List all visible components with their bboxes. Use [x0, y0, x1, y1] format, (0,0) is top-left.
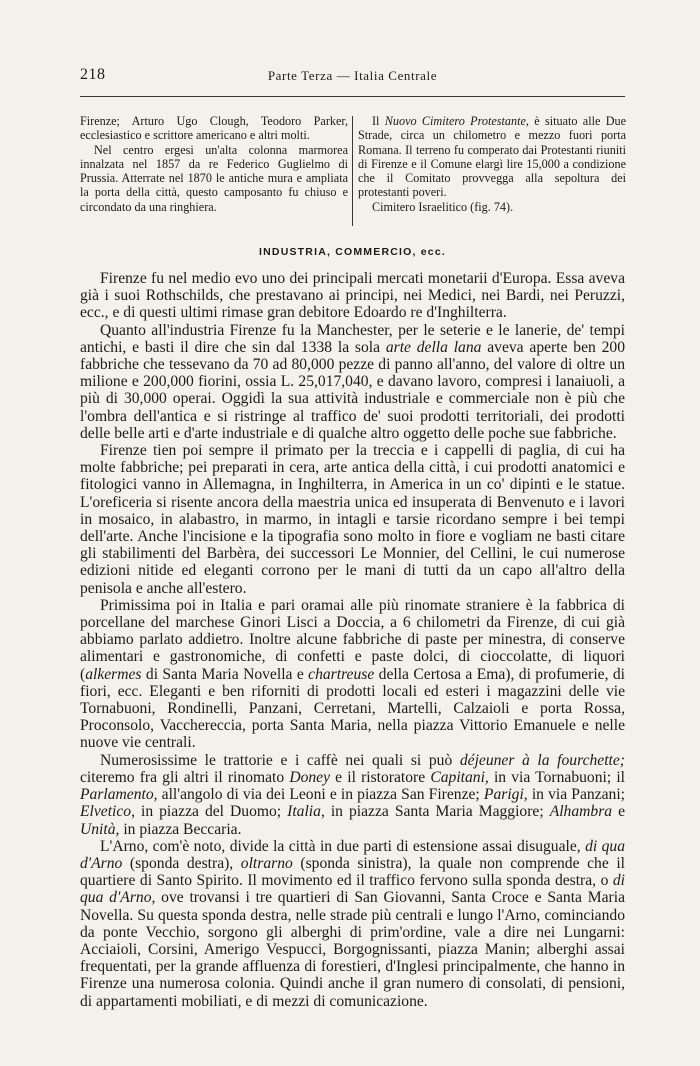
- left-column-paragraph: Firenze; Arturo Ugo Clough, Teodoro Parker, ecclesiastico e scrittore americano e altri molti.: [80, 114, 348, 143]
- body-paragraph: [80, 322, 625, 442]
- left-column-paragraph: Nel centro ergesi un'alta colonna marmorea innalzata nel 1857 da re Federico Guglielmo di Prussia. Atterrate nel 1870 le antiche mura e ampliata la porta della città, questo camposanto fu chiuso e circondato da una ringhiera.: [80, 142, 348, 214]
- body-paragraph: [80, 752, 625, 838]
- text-run: in via Panzani;: [527, 786, 625, 804]
- body-paragraph: [80, 838, 625, 1010]
- italic-term: Elvetico,: [80, 803, 135, 821]
- italic-term: oltrarno: [240, 854, 293, 872]
- header-rule: [80, 96, 625, 97]
- page-number: 218: [80, 66, 106, 83]
- italic-term: alkermes: [85, 665, 142, 683]
- right-column-paragraph: Cimitero Israelitico (fig. 74).: [372, 199, 514, 214]
- text-run: di Santa Maria Novella e: [141, 665, 309, 683]
- running-head: [80, 66, 625, 86]
- text-run: in piazza Beccaria.: [119, 820, 242, 838]
- text-run: L'Arno, com'è noto, divide la città in due parti di estensione assai disuguale,: [100, 837, 586, 855]
- text-run: in piazza Santa Maria Maggiore;: [324, 803, 550, 821]
- text-run: Il: [372, 114, 385, 128]
- text-run: e il ristoratore: [330, 768, 431, 786]
- text-run: aveva aperte ben 200 fabbriche che tessevano da 70 ad 80,000 pezze di panno all'anno, del valore di oltre un milione e 200,000 fiorini, ossia L. 25,017,040, e davano lavoro, compresi i lanaiuoli, a più di 30,000 operai. Oggidì la sua attività industriale e commerciale non è più che l'ombra dell'antica e si ristringe al traffico de' suoi prodotti territoriali, dei prodotti delle belle arti e d'arte industriale e di qualche altro oggetto delle poche sue fabbriche.: [80, 338, 625, 442]
- italic-term: déjeuner à la fourchette;: [459, 751, 625, 769]
- text-run: (sponda sinistra), la quale non comprende che il quartiere di Santo Spirito. Il movimento ed il traffico fervono sulla sponda destra, o: [80, 854, 626, 890]
- italic-term: chartreuse: [308, 665, 375, 683]
- italic-term: Parlamento,: [80, 786, 158, 804]
- body-paragraph: Firenze fu nel medio evo uno dei principali mercati monetarii d'Europa. Essa aveva già i suoi Rothschilds, che prestavano ai principi, nei Medici, nei Bardi, nei Peruzzi, ecc., e di questi ultimi rimase gran debitore Edoardo re d'Inghilterra.: [80, 270, 625, 322]
- italic-term: Unità,: [80, 820, 120, 838]
- right-column: [358, 114, 626, 214]
- text-run: e: [612, 803, 625, 821]
- column-divider: [352, 116, 353, 226]
- text-run: in piazza del Duomo;: [134, 803, 288, 821]
- text-run: ove trovansi i tre quartieri di San Giovanni, Santa Croce e Santa Maria Novella. Su questa sponda destra, nelle strade più centrali e lungo l'Arno, cominciando da ponte Vecchio, sorgono gli alberghi di prim'ordine, vale a dire nei Lungarni: Acciaioli, Corsini, Amerigo Vespucci, Borgognissanti, piazza Manin; alberghi assai frequentati, per la grande affluenza di forestieri, d'Inglesi principalmente, che hanno in Firenze una numerosa colonia. Quindi anche il gran numero di consolati, di pensioni, di appartamenti mobiliati, e di mezzi di comunicazione.: [80, 889, 625, 1010]
- text-run: (sponda destra),: [122, 854, 241, 872]
- left-column: [80, 114, 348, 214]
- text-run: all'angolo di via dei Leoni e in piazza San Firenze;: [157, 786, 484, 804]
- running-head-title: Parte Terza — Italia Centrale: [267, 68, 438, 83]
- body-paragraph: [80, 597, 625, 752]
- italic-term: Nuovo Cimitero Protestante,: [384, 114, 529, 128]
- body-paragraph: Firenze tien poi sempre il primato per la treccia e i cappelli di paglia, di cui ha molte fabbriche; pei preparati in cera, arte antica della città, i cui prodotti anatomici e fitologici vanno in Allemagna, in Inghilterra, in America in un co' dipinti e le statue. L'oreficeria si risente ancora della maestria unica ed insuperata di Benvenuto e i lavori in mosaico, in alabastro, in marmo, in intagli e tarsie ricordano sempre i bei tempi dell'arte. Anche l'incisione e la tipografia sono molto in fiore e vogliam ne basti citare gli stabilimenti del Barbèra, dei successori Le Monnier, del Cellini, le cui numerose edizioni nitide ed eleganti corrono per le mani di tutti da un capo all'altro della penisola e anche all'estero.: [80, 442, 625, 597]
- italic-term: Doney: [289, 768, 331, 786]
- text-run: è situato alle Due Strade, circa un chilometro e mezzo fuori porta Romana. Il terreno fu comperato dai Protestanti riuniti di Firenze e il Comune elargì lire 15,000 a condizione che il Comitato provvegga alla sepoltura dei protestanti poveri.: [358, 114, 627, 200]
- italic-term: Italia,: [287, 803, 325, 821]
- two-column-section: [80, 114, 625, 236]
- text-run: Numerosissime le trattorie e i caffè nei quali si può: [100, 751, 460, 769]
- text-run: Quanto all'industria Firenze fu la Manchester, per le seterie e le lanerie, de' tempi antichi, e basti il dire che sin dal 1338 la sola: [80, 321, 625, 356]
- italic-term: di qua d'Arno: [80, 837, 626, 872]
- text-run: Primissima poi in Italia e pari oramai alle più rinomate straniere è la fabbrica di porcellane del marchese Ginori Lisci a Doccia, a 6 chilometri da Firenze, di cui già abbiamo parlato addietro. Inoltre alcune fabbriche di paste per minestra, di conserve alimentari e gastronomiche, di confetti e paste dolci, di cioccolatte, di liquori (: [80, 596, 625, 683]
- text-run: citeremo fra gli altri il rinomato: [80, 768, 290, 786]
- body-text: [80, 270, 625, 1010]
- right-column-paragraph: [358, 114, 626, 200]
- section-heading: INDUSTRIA, COMMERCIO, ecc.: [259, 246, 446, 258]
- text-run: della Certosa a Ema), di profumerie, di fiori, ecc. Eleganti e ben riforniti di prodotti locali ed esteri i magazzini delle vie Tornabuoni, Rondinelli, Panzani, Cerretani, Martelli, Calzaioli e porta Rossa, Proconsolo, Vacchereccia, porta Santa Maria, nella piazza Vittorio Emanuele e nelle nuove vie centrali.: [80, 665, 625, 752]
- italic-term: Parigi,: [483, 786, 528, 804]
- text-run: in via Tornabuoni; il: [488, 768, 625, 786]
- italic-term: Capitani,: [430, 768, 489, 786]
- italic-term: Alhambra: [549, 803, 613, 821]
- italic-term: di qua d'Arno,: [80, 872, 625, 907]
- italic-term: arte della lana: [385, 338, 482, 356]
